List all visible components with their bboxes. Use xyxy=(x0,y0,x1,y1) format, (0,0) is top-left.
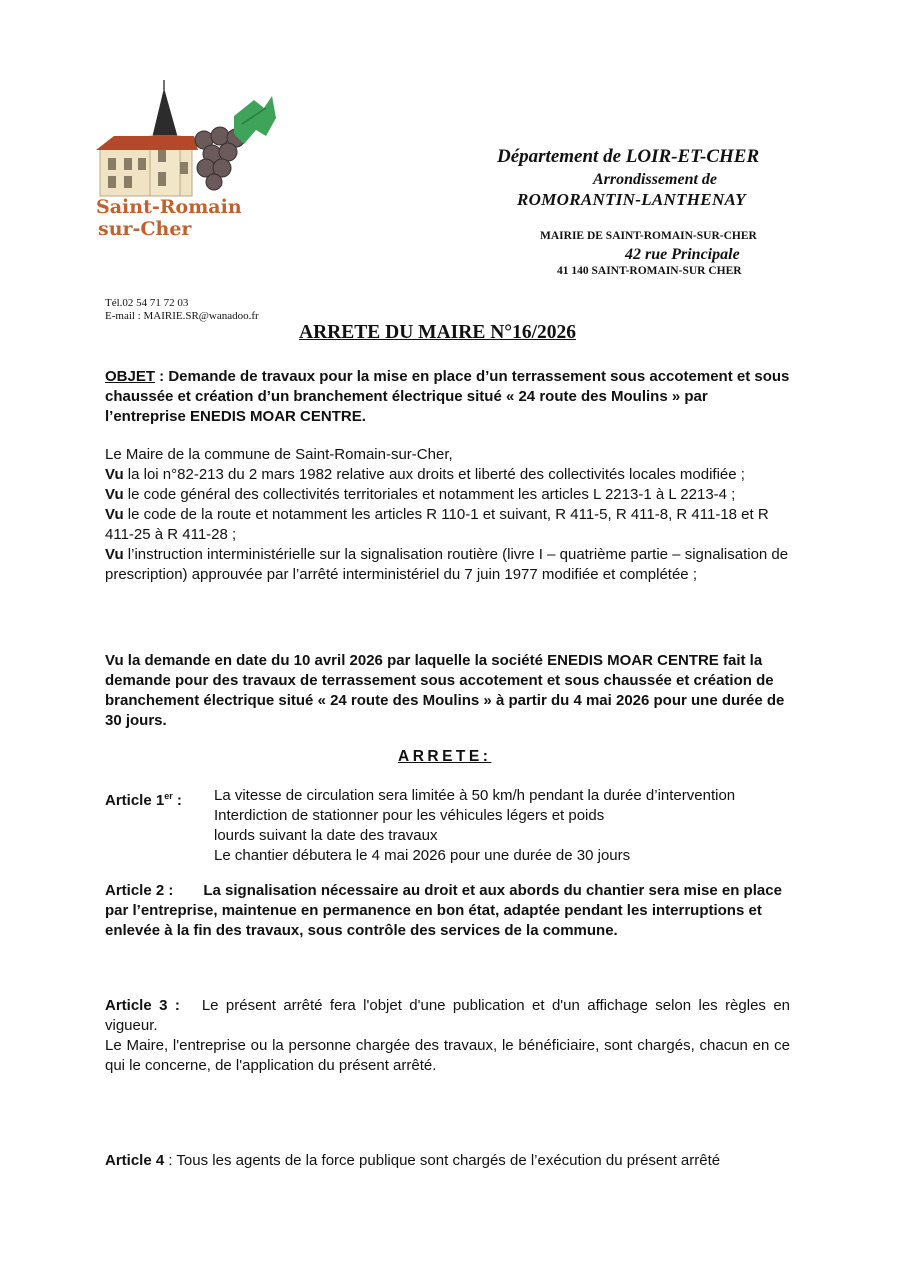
header-mairie: MAIRIE DE SAINT-ROMAIN-SUR-CHER xyxy=(540,230,757,242)
vu-item xyxy=(105,465,790,485)
header-departement: Département de LOIR-ET-CHER xyxy=(497,146,760,167)
article-3-label: Article 3 : xyxy=(105,997,180,1014)
article-4-text: : Tous les agents de la force publique sont chargés de l’exécution du présent arrêté xyxy=(164,1152,721,1169)
castle-grapes-icon xyxy=(94,78,294,198)
article-3-text-2: Le Maire, l'entreprise ou la personne chargée des travaux, le bénéficiaire, sont chargés, chacun en ce qui le concerne, de l'application du présent arrêté. xyxy=(105,1037,790,1074)
vu-label: Vu xyxy=(105,506,124,523)
objet-paragraph xyxy=(105,367,790,427)
commune-logo xyxy=(94,78,294,248)
vu-text: le code de la route et notamment les articles R 110-1 et suivant, R 411-5, R 411-8, R 411-18 et R 411-25 à R 411-28 ; xyxy=(105,506,769,543)
page-title: ARRETE DU MAIRE N°16/2026 xyxy=(299,322,577,343)
vu-item xyxy=(105,505,790,545)
contact-block xyxy=(105,297,259,323)
logo-line-1: Saint-Romain xyxy=(96,196,242,218)
vu-item xyxy=(105,545,790,585)
objet-label: OBJET xyxy=(105,368,156,385)
article-1-line: La vitesse de circulation sera limitée à 50 km/h pendant la durée d’intervention xyxy=(214,787,736,804)
vu-label: Vu xyxy=(105,486,124,503)
arrete-heading: ARRETE: xyxy=(398,748,492,765)
vu-text: l’instruction interministérielle sur la signalisation routière (livre I – quatrième partie – signalisation de prescription) approuvée par l’arrêté interministériel du 7 juin 1977 modifiée et complétée ; xyxy=(105,546,789,583)
objet-text: : Demande de travaux pour la mise en place d’un terrassement sous accotement et sous chaussée et création d’un branchement électrique situé « 24 route des Moulins » par l’entreprise ENEDIS MOAR CENTRE. xyxy=(105,368,790,425)
contact-email: E-mail : MAIRIE.SR@wanadoo.fr xyxy=(105,310,259,322)
article-1-lines xyxy=(214,786,794,866)
vu-text: le code général des collectivités territoriales et notamment les articles L 2213-1 à L 2213-4 ; xyxy=(123,486,736,503)
article-1-line: Interdiction de stationner pour les véhicules légers et poids xyxy=(214,807,605,824)
demande-paragraph: Vu la demande en date du 10 avril 2026 par laquelle la société ENEDIS MOAR CENTRE fait la demande pour des travaux de terrassement sous accotement et sous chaussée et création de branchement électrique situé « 24 route des Moulins » à partir du 4 mai 2026 pour une durée de 30 jours. xyxy=(105,652,785,729)
article-2 xyxy=(105,881,790,941)
vu-text: la loi n°82-213 du 2 mars 1982 relative aux droits et liberté des collectivités locales modifiée ; xyxy=(123,466,745,483)
article-1-line: lourds suivant la date des travaux xyxy=(214,827,438,844)
article-1-line: Le chantier débutera le 4 mai 2026 pour une durée de 30 jours xyxy=(214,847,631,864)
header-arrondissement: Arrondissement de xyxy=(593,171,718,188)
article-4 xyxy=(105,1151,790,1171)
logo-line-2: sur-Cher xyxy=(98,218,192,240)
maire-intro: Le Maire de la commune de Saint-Romain-sur-Cher, xyxy=(105,446,453,463)
article-1-label: Article 1er : xyxy=(105,791,182,809)
header-postcode: 41 140 SAINT-ROMAIN-SUR CHER xyxy=(557,265,742,277)
article-3 xyxy=(105,996,790,1076)
considerants xyxy=(105,445,790,585)
article-2-text: La signalisation nécessaire au droit et aux abords du chantier sera mise en place par l’entreprise, maintenue en permanence en bon état, adaptée pendant les interruptions et enlevée à la fin des travaux, sous contrôle des services de la commune. xyxy=(105,882,782,939)
vu-item xyxy=(105,485,790,505)
contact-phone: Tél.02 54 71 72 03 xyxy=(105,297,189,309)
article-3-text-1: Le présent arrêté fera l'objet d'une publication et d'un affichage selon les règles en vigueur. xyxy=(105,997,791,1034)
vu-label: Vu xyxy=(105,546,124,563)
header-romorantin: ROMORANTIN-LANTHENAY xyxy=(517,190,746,209)
header-address: 42 rue Principale xyxy=(625,246,740,263)
article-4-label: Article 4 xyxy=(105,1152,165,1169)
vu-label: Vu xyxy=(105,466,124,483)
article-2-label: Article 2 : xyxy=(105,882,174,899)
logo-wordmark xyxy=(96,196,242,240)
